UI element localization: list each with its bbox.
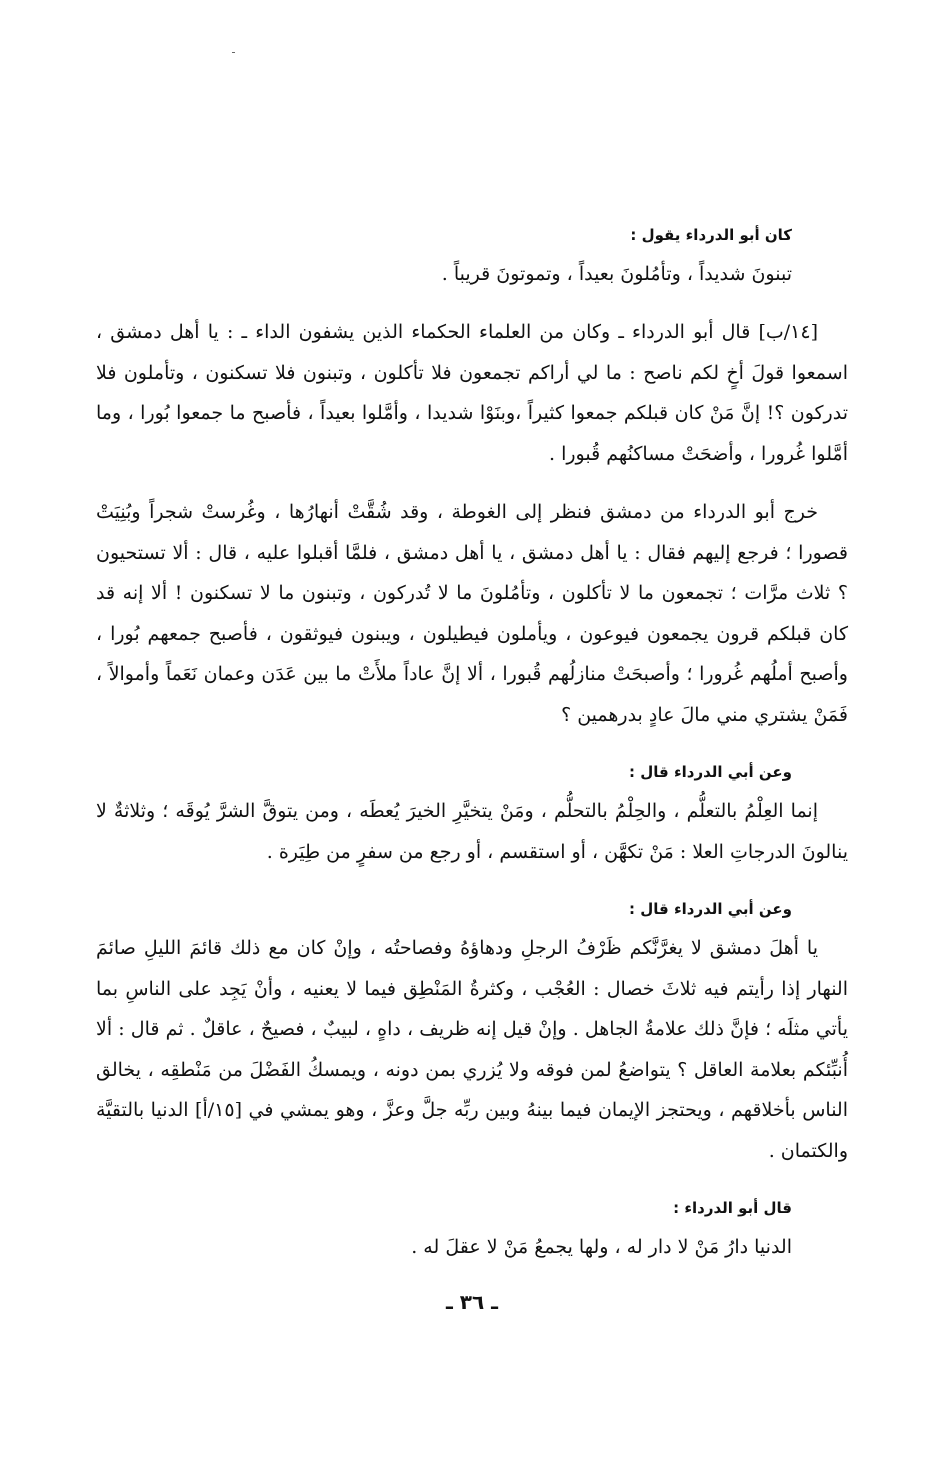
page-number: ـ ٣٦ ـ bbox=[445, 1290, 499, 1314]
section-heading: قال أبو الدرداء : bbox=[673, 1199, 792, 1217]
page-body bbox=[96, 222, 848, 1267]
quote-text: تبنونَ شديداً ، وتأمُلونَ بعيداً ، وتموتونَ قريباً . bbox=[441, 263, 792, 285]
paragraph: خرج أبو الدرداء من دمشق فنظر إلى الغوطة ، وقد شُقَّتْ أنهارُها ، وغُرستْ شجراً وبُنِيَتْ قصورا ؛ فرجع إليهم فقال : يا أهل دمشق ، يا أهل دمشق ، فلمَّا أقبلوا عليه ، قال : ألا تستحيون ؟ ثلاث مرَّات ؛ تجمعون ما لا تأكلون ، وتأمُلونَ ما لا تُدركون ، وتبنون ما لا تسكنون ! ألا إنه قد كان قبلكم قرون يجمعون فيوعون ، ويأملون فيطيلون ، ويبنون فيوثقون ، فأصبح جمعهم بُورا ، وأصبح أملُهم غُرورا ؛ وأصبحَتْ منازلُهم قُبورا ، ألا إنَّ عاداً ملأَتْ ما بين عَدَن وعمان نَعَماً وأموالاً ، فَمَنْ يشتري مني مالَ عادٍ بدرهمين ؟ bbox=[96, 501, 848, 726]
section-heading: وعن أبي الدرداء قال : bbox=[629, 763, 792, 781]
quote-text: الدنيا دارُ مَنْ لا دار له ، ولها يجمعُ مَنْ لا عقلَ له . bbox=[411, 1236, 792, 1258]
scan-speck bbox=[232, 52, 235, 53]
paragraph: [١٤/ب] قال أبو الدرداء ـ وكان من العلماء الحكماء الذين يشفون الداء ـ : يا أهل دمشق ، اسمعوا قولَ أخٍ لكم ناصح : ما لي أراكم تجمعون فلا تأكلون ، وتبنون فلا تسكنون ، وتأملون فلا تدركون ؟! إنَّ مَنْ كان قبلكم جمعوا كثيراً ،وبنَوْا شديدا ، وأمَّلوا بعيداً ، فأصبح ما جمعوا بُورا ، وما أمَّلوا غُرورا ، وأضحَتْ مساكنُهم قُبورا . bbox=[96, 321, 848, 465]
section-heading: كان أبو الدرداء يقول : bbox=[630, 226, 792, 244]
paragraph: إنما العِلْمُ بالتعلُّم ، والحِلْمُ بالتحلُّم ، ومَنْ يتخيَّرِ الخيرَ يُعطَه ، ومن يتوقَّ الشرَّ يُوقَه ؛ وثلاثةٌ لا ينالونَ الدرجاتِ العلا : مَنْ تكهَّن ، أو استقسم ، أو رجع من سفرٍ من طِيَرة . bbox=[96, 800, 848, 863]
section-heading: وعن أبي الدرداء قال : bbox=[629, 900, 792, 918]
paragraph: يا أهلَ دمشق لا يغرَّنَّكم ظَرْفُ الرجلِ ودهاؤهُ وفصاحتُه ، وإنْ كان مع ذلك قائمَ الليلِ صائمَ النهار إذا رأيتم فيه ثلاثَ خصال : العُجْب ، وكثرةُ المَنْطِق فيما لا يعنيه ، وأنْ يَجِد على الناسِ بما يأتي مثلَه ؛ فإنَّ ذلك علامةُ الجاهل . وإنْ قيل إنه ظريف ، داهٍ ، لبيبٌ ، فصيحٌ ، عاقلٌ . ثم قال : ألا أُنبِّئكم بعلامة العاقل ؟ يتواضعُ لمن فوقه ولا يُزري بمن دونه ، ويمسكُ الفَضْلَ من مَنْطقِه ، يخالق الناس بأخلاقهم ، ويحتجز الإيمان فيما بينهُ وبين ربِّه جلَّ وعزَّ ، وهو يمشي في [١٥/أ] الدنيا بالتقيَّة والكتمان . bbox=[96, 937, 849, 1162]
